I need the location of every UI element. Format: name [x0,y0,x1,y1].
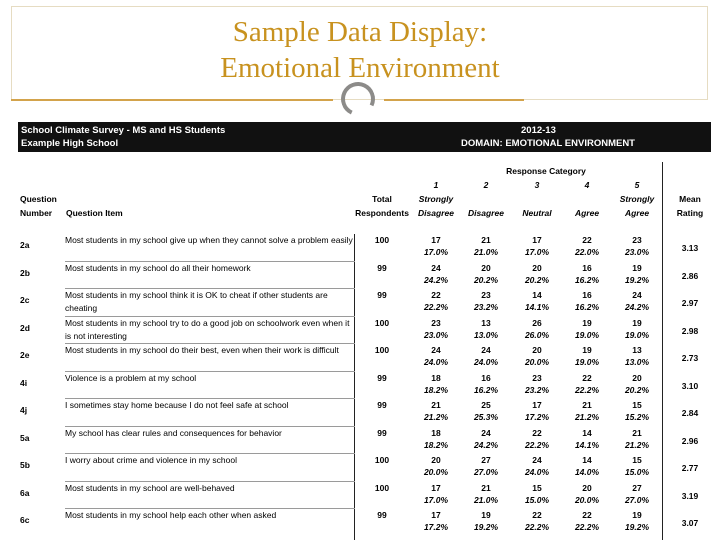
survey-domain: DOMAIN: EMOTIONAL ENVIRONMENT [461,138,635,149]
question-number: 6c [20,515,30,525]
table-row [18,317,711,344]
response-count-1: 23 [431,317,441,328]
response-percent-1: 23.0% [423,329,449,340]
response-count-2: 16 [481,372,491,383]
response-percent-4: 20.0% [574,494,600,505]
table-row [18,509,711,536]
response-header-3-l2: Neutral [522,208,552,218]
response-count-1: 17 [431,510,441,520]
response-percent-5: 15.0% [624,467,650,477]
response-percent-3: 22.2% [524,439,550,450]
question-item: Most students in my school do their best, even when their work is difficult [65,345,339,355]
total-respondents: 100 [374,482,390,493]
table-row [18,234,711,261]
question-number: 2b [20,267,30,278]
total-respondents: 100 [374,235,390,245]
item-header: Question Item [66,208,123,218]
total-respondents: 99 [377,400,387,410]
mean-rating: 3.07 [681,518,699,528]
response-percent-2: 16.2% [473,384,499,395]
response-percent-1: 17.0% [423,494,449,505]
response-percent-5: 20.2% [624,384,650,395]
survey-table [18,122,711,540]
question-number: 4i [20,377,28,388]
response-percent-5: 19.2% [624,522,650,532]
response-count-5: 13 [632,345,642,355]
total-respondents: 99 [377,372,387,383]
question-number: 2a [20,240,30,250]
response-header-4-num: 4 [584,180,590,190]
response-count-4: 22 [582,372,592,383]
slide-title [0,14,720,86]
school-name: Example High School [21,138,119,149]
question-number: 2c [20,295,30,305]
response-count-4: 22 [582,235,592,245]
response-percent-2: 20.2% [473,274,499,285]
response-count-5: 27 [632,482,642,493]
response-count-2: 24 [481,345,491,355]
response-count-4: 14 [582,455,592,465]
total-header-l2: Respondents [355,208,409,218]
response-count-1: 17 [431,482,441,493]
response-count-3: 15 [532,482,542,493]
response-percent-5: 13.0% [624,357,650,367]
response-percent-4: 19.0% [574,357,600,367]
response-count-5: 15 [632,400,642,410]
response-percent-1: 18.2% [423,439,449,450]
question-item: Most students in my school help each other when asked [65,510,277,520]
response-count-5: 19 [632,510,642,520]
response-header-2-l2: Disagree [468,208,504,218]
total-respondents: 100 [374,317,390,328]
response-count-3: 24 [532,455,542,465]
slide-title-line2: Emotional Environment [220,52,500,84]
response-percent-3: 20.0% [524,357,550,367]
response-count-1: 20 [431,455,441,465]
response-header-4-l2: Agree [574,208,600,218]
response-percent-2: 24.2% [473,439,499,450]
mean-header-l1: Mean [679,194,701,204]
mean-rating: 2.98 [681,325,699,336]
response-percent-4: 14.0% [574,467,600,477]
mean-header-l2: Rating [676,208,704,218]
response-count-3: 26 [532,317,542,328]
response-count-2: 27 [481,455,491,465]
mean-rating: 2.84 [681,408,699,418]
response-percent-3: 15.0% [524,494,550,505]
question-number: 6a [20,487,30,498]
response-header-1-num: 1 [433,180,439,190]
response-percent-1: 24.0% [423,357,449,367]
response-count-3: 22 [532,510,542,520]
title-rule-right [384,99,524,101]
title-rule-left [11,99,333,101]
response-header-3-num: 3 [534,180,540,190]
table-row [18,482,711,509]
total-respondents: 99 [377,510,387,520]
response-count-4: 22 [582,510,592,520]
response-count-5: 24 [632,290,642,300]
mean-rating: 2.73 [681,353,699,363]
question-number: 2d [20,322,30,333]
response-percent-4: 21.2% [574,412,600,422]
question-number: 5b [20,460,30,470]
response-count-2: 25 [481,400,491,410]
response-count-1: 24 [431,262,441,273]
question-item: Most students in my school think it is OK to cheat if other students are cheating [65,290,328,313]
response-percent-3: 17.0% [524,247,550,257]
survey-year: 2012-13 [521,125,556,136]
response-count-4: 19 [582,345,592,355]
response-count-2: 23 [481,290,491,300]
response-percent-1: 22.2% [423,302,449,312]
total-respondents: 99 [377,427,387,438]
response-count-3: 22 [532,427,542,438]
question-item: Most students in my school do all their homework [65,262,251,273]
response-header-1-l1: Strongly [418,194,454,204]
table-row [18,372,711,399]
response-percent-3: 23.2% [524,384,550,395]
response-count-5: 21 [632,427,642,438]
response-percent-3: 26.0% [524,329,550,340]
response-count-5: 20 [632,372,642,383]
response-count-4: 14 [582,427,592,438]
question-header-l1: Question [20,194,57,204]
response-count-5: 19 [632,317,642,328]
question-item: My school has clear rules and consequences for behavior [65,427,282,438]
response-percent-1: 17.0% [423,247,449,257]
question-item: Most students in my school are well-behaved [65,482,235,493]
response-percent-5: 23.0% [624,247,650,257]
question-item: Most students in my school try to do a good job on schoolwork even when it is not interesting [65,317,350,341]
question-number: 2e [20,350,30,360]
response-percent-3: 24.0% [524,467,550,477]
response-category-header: Response Category [506,166,586,176]
question-item: Violence is a problem at my school [65,372,197,383]
response-percent-4: 19.0% [574,329,600,340]
response-percent-1: 21.2% [423,412,449,422]
response-count-1: 18 [431,372,441,383]
mean-rating: 2.97 [681,298,699,308]
response-percent-2: 25.3% [473,412,499,422]
response-percent-3: 14.1% [524,302,550,312]
response-count-1: 21 [431,400,441,410]
response-count-3: 17 [532,400,542,410]
total-respondents: 100 [374,455,390,465]
survey-header-bar [18,122,711,152]
response-count-1: 24 [431,345,441,355]
mean-rating: 2.77 [681,463,699,473]
total-respondents: 100 [374,345,390,355]
mean-rating: 2.96 [681,435,699,446]
response-percent-4: 16.2% [574,274,600,285]
total-header-l1: Total [372,194,392,204]
response-count-2: 21 [481,482,491,493]
table-row [18,262,711,289]
response-count-3: 20 [532,345,542,355]
response-percent-2: 23.2% [473,302,499,312]
question-item: Most students in my school give up when they cannot solve a problem easily [65,235,353,245]
response-percent-5: 21.2% [624,439,650,450]
question-header-l2: Number [20,208,53,218]
response-percent-1: 24.2% [423,274,449,285]
response-percent-2: 19.2% [473,522,499,532]
response-count-4: 20 [582,482,592,493]
question-number: 5a [20,432,30,443]
response-percent-5: 19.2% [624,274,650,285]
mean-rating: 3.10 [681,380,699,391]
response-percent-5: 19.0% [624,329,650,340]
response-percent-4: 22.2% [574,522,600,532]
table-row [18,454,711,481]
response-percent-1: 20.0% [423,467,449,477]
response-count-4: 19 [582,317,592,328]
response-percent-4: 22.0% [574,247,600,257]
response-percent-5: 27.0% [624,494,650,505]
response-percent-3: 20.2% [524,274,550,285]
response-percent-4: 16.2% [574,302,600,312]
question-number: 4j [20,405,28,415]
response-percent-1: 17.2% [423,522,449,532]
response-count-3: 17 [532,235,542,245]
table-row [18,344,711,371]
response-count-5: 23 [632,235,642,245]
response-count-3: 20 [532,262,542,273]
response-count-1: 22 [431,290,441,300]
response-header-5-l1: Strongly [619,194,655,204]
table-row [18,399,711,426]
response-percent-2: 21.0% [473,494,499,505]
response-count-5: 15 [632,455,642,465]
mean-rating: 3.13 [681,243,699,253]
response-header-5-l2: Agree [624,208,650,218]
table-row [18,427,711,454]
response-count-4: 21 [582,400,592,410]
table-row [18,289,711,316]
response-count-4: 16 [582,262,592,273]
response-percent-5: 15.2% [624,412,650,422]
response-percent-2: 27.0% [473,467,499,477]
survey-name: School Climate Survey - MS and HS Students [21,125,226,136]
response-percent-3: 17.2% [524,412,550,422]
response-percent-4: 22.2% [574,384,600,395]
response-header-5-num: 5 [634,180,640,190]
response-count-2: 19 [481,510,491,520]
total-respondents: 99 [377,290,387,300]
response-count-3: 14 [532,290,542,300]
slide-title-line1: Sample Data Display: [232,16,488,48]
response-count-4: 16 [582,290,592,300]
response-count-1: 18 [431,427,441,438]
response-percent-3: 22.2% [524,522,550,532]
response-percent-2: 24.0% [473,357,499,367]
mean-rating: 2.86 [681,270,699,281]
response-count-3: 23 [532,372,542,383]
response-percent-1: 18.2% [423,384,449,395]
response-percent-5: 24.2% [624,302,650,312]
response-percent-2: 21.0% [473,247,499,257]
response-percent-2: 13.0% [473,329,499,340]
response-count-2: 21 [481,235,491,245]
response-count-1: 17 [431,235,441,245]
response-percent-4: 14.1% [574,439,600,450]
response-header-2-num: 2 [483,180,489,190]
mean-rating: 3.19 [681,490,699,501]
response-count-2: 24 [481,427,491,438]
response-header-1-l2: Disagree [418,208,454,218]
response-count-2: 13 [481,317,491,328]
question-item: I sometimes stay home because I do not feel safe at school [65,400,289,410]
response-count-2: 20 [481,262,491,273]
total-respondents: 99 [377,262,387,273]
question-item: I worry about crime and violence in my school [65,455,237,465]
response-count-5: 19 [632,262,642,273]
